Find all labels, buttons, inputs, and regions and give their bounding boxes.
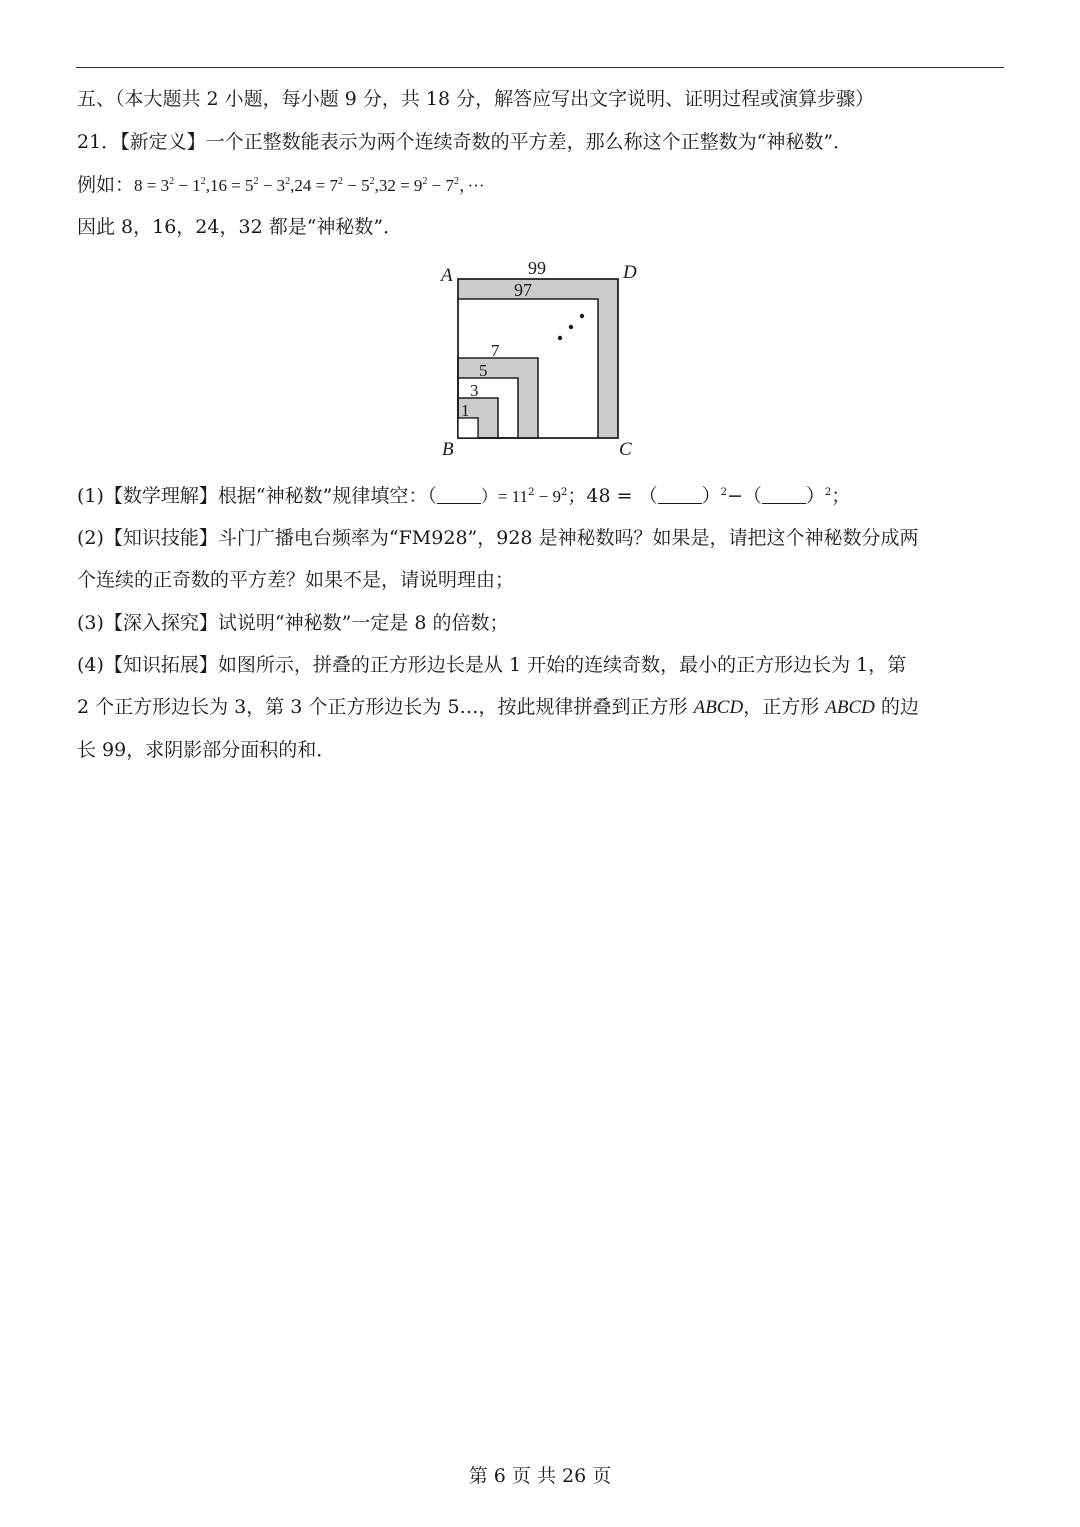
eq-part: ,24 = 7: [290, 176, 338, 195]
part1-sup: 2: [824, 487, 832, 498]
dot-1: [558, 336, 562, 340]
part1-text: ）: [701, 485, 721, 507]
part1-text: −（: [726, 485, 762, 507]
eq-sup: 2: [422, 176, 428, 187]
answer-blank-1[interactable]: [437, 487, 481, 504]
eq-sup: 2: [253, 176, 259, 187]
vertex-d-label: D: [623, 262, 637, 283]
side-label-99: 99: [528, 258, 546, 278]
example-prefix: 例如：: [77, 174, 135, 196]
nested-squares-figure: [430, 255, 650, 465]
eq-sup: 2: [337, 176, 343, 187]
dot-3: [580, 314, 584, 318]
part1-text: − 9: [534, 487, 562, 506]
part-1: [77, 483, 850, 510]
square-1: [458, 418, 478, 438]
figure-svg: [430, 255, 650, 465]
example-conclusion: 因此 8，16，24，32 都是“神秘数”．: [77, 216, 403, 238]
part1-text: ）: [805, 485, 825, 507]
vertex-c-label: C: [619, 439, 632, 460]
question-21-intro: 21．【新定义】一个正整数能表示为两个连续奇数的平方差，那么称这个正整数为“神秘数”．: [77, 131, 853, 153]
part4-text: 的边: [874, 696, 919, 718]
eq-sup: 2: [169, 176, 175, 187]
part1-sup: 2: [720, 487, 727, 498]
section-header: 五、（本大题共 2 小题，每小题 9 分，共 18 分，解答应写出文字说明、证明过程或演算步骤）: [77, 88, 875, 110]
part-4-line-3: 长 99，求阴影部分面积的和．: [77, 739, 336, 761]
part1-text: ；: [831, 485, 851, 507]
part1-sup: 2: [561, 487, 568, 498]
part-3: (3)【深入探究】试说明“神秘数”一定是 8 的倍数；: [77, 612, 509, 634]
eq-part: 8 = 3: [134, 176, 170, 195]
side-label-3: 3: [470, 381, 479, 400]
example-equations: [134, 176, 484, 195]
eq-part: ,32 = 9: [374, 176, 423, 195]
part4-abcd: ABCD: [693, 697, 744, 718]
side-label-1: 1: [461, 401, 470, 420]
part1-sup: 2: [528, 487, 535, 498]
eq-part: − 5: [342, 176, 370, 195]
part-2-line-1: (2)【知识技能】斗门广播电台频率为“FM928”，928 是神秘数吗？如果是，请把这个神秘数分成两: [77, 527, 919, 549]
vertex-b-label: B: [442, 439, 454, 460]
eq-part: − 1: [174, 176, 201, 195]
part-4-line-1: (4)【知识拓展】如图所示，拼叠的正方形边长是从 1 开始的连续奇数，最小的正方形边长为 1，第: [77, 654, 907, 676]
side-label-7: 7: [491, 341, 500, 360]
answer-blank-3[interactable]: [762, 487, 806, 504]
answer-blank-2[interactable]: [658, 487, 702, 504]
eq-sup: 2: [285, 176, 291, 187]
part1-text: (1)【数学理解】根据“神秘数”规律填空：（: [77, 485, 437, 507]
part4-text: 2 个正方形边长为 3，第 3 个正方形边长为 5…，按此规律拼叠到正方形: [77, 696, 694, 718]
eq-sup: 2: [200, 176, 206, 187]
part4-abcd: ABCD: [825, 697, 875, 718]
eq-tail: ，···: [459, 176, 485, 195]
dot-2: [569, 325, 573, 329]
part1-text: ；48 = （: [567, 485, 658, 507]
part-2-line-2: 个连续的正奇数的平方差？如果不是，请说明理由；: [77, 569, 515, 591]
eq-part: ,16 = 5: [205, 176, 254, 195]
header-rule: [76, 67, 1004, 68]
eq-part: − 3: [258, 176, 286, 195]
part1-text: ）= 11: [480, 487, 529, 506]
side-label-5: 5: [479, 361, 488, 380]
example-line: [77, 172, 485, 199]
page-footer: 第 6 页 共 26 页: [468, 1465, 612, 1487]
side-label-97: 97: [514, 280, 532, 300]
eq-part: − 7: [427, 176, 455, 195]
part4-text: ，正方形: [743, 696, 826, 718]
eq-sup: 2: [454, 176, 460, 187]
vertex-a-label: A: [441, 265, 453, 286]
eq-sup: 2: [369, 176, 375, 187]
part-4-line-2: [77, 694, 919, 721]
